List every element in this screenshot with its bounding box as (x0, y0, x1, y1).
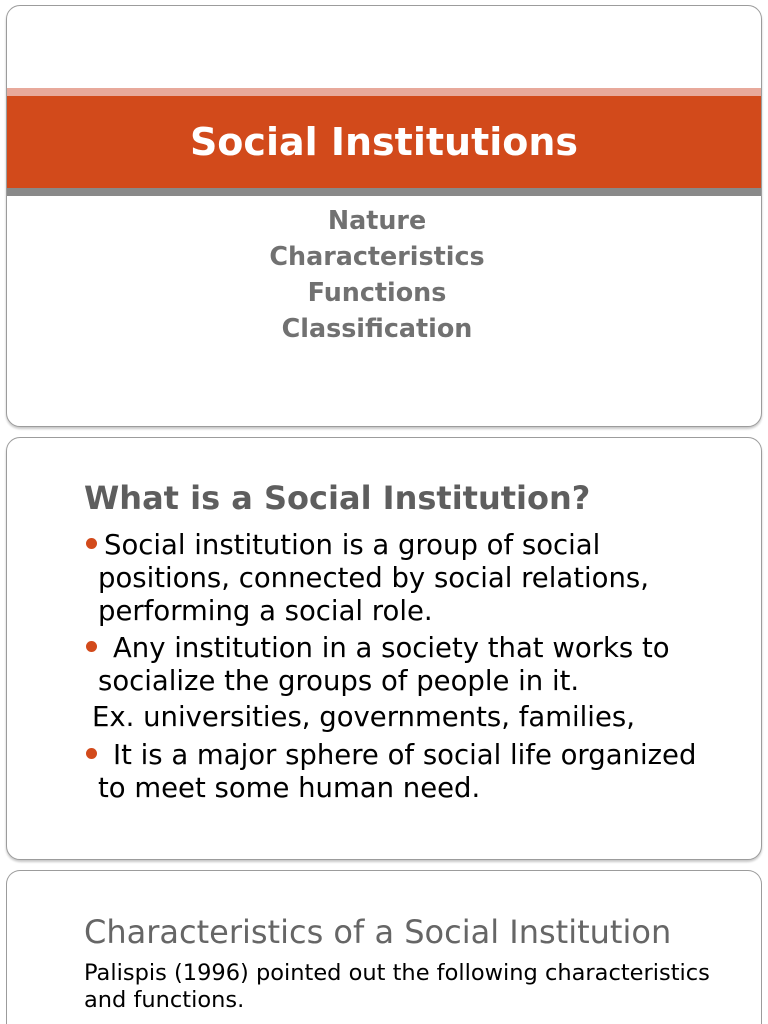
bullet-dot-icon (86, 641, 97, 652)
title-band (7, 96, 761, 188)
bullet-text: It is a major sphere of social life organized to meet some human need. (98, 738, 697, 804)
bullet-item (84, 529, 715, 628)
subtitle-line: Characteristics (269, 241, 485, 271)
example-text: Ex. universities, governments, families, (92, 700, 635, 733)
slide-3 (6, 870, 762, 1024)
bullet-text: Social institution is a group of social positions, connected by social relations, performing a social role. (98, 528, 649, 627)
bullet-list (84, 529, 715, 805)
bullet-dot-icon (86, 748, 97, 759)
subtitle-line: Nature (327, 205, 427, 235)
bullet-item (84, 632, 715, 698)
bullet-item (84, 739, 715, 805)
slide-title: Social Institutions (189, 120, 579, 164)
subtitle-line: Functions (307, 277, 447, 307)
slide-1 (6, 5, 762, 427)
slide-heading: What is a Social Institution? (84, 479, 591, 517)
title-band-highlight (7, 88, 761, 96)
bullet-text: Any institution in a society that works to socialize the groups of people in it. (98, 631, 670, 697)
slide-heading: Characteristics of a Social Institution (84, 913, 672, 951)
slide-subtitle (7, 202, 747, 346)
subtitle-line: Classification (281, 313, 473, 343)
slide-2 (6, 437, 762, 860)
title-band-shadow (7, 188, 761, 196)
body-text: Palispis (1996) pointed out the following characteristics and functions. (84, 959, 710, 1013)
bullet-dot-icon (86, 538, 97, 549)
